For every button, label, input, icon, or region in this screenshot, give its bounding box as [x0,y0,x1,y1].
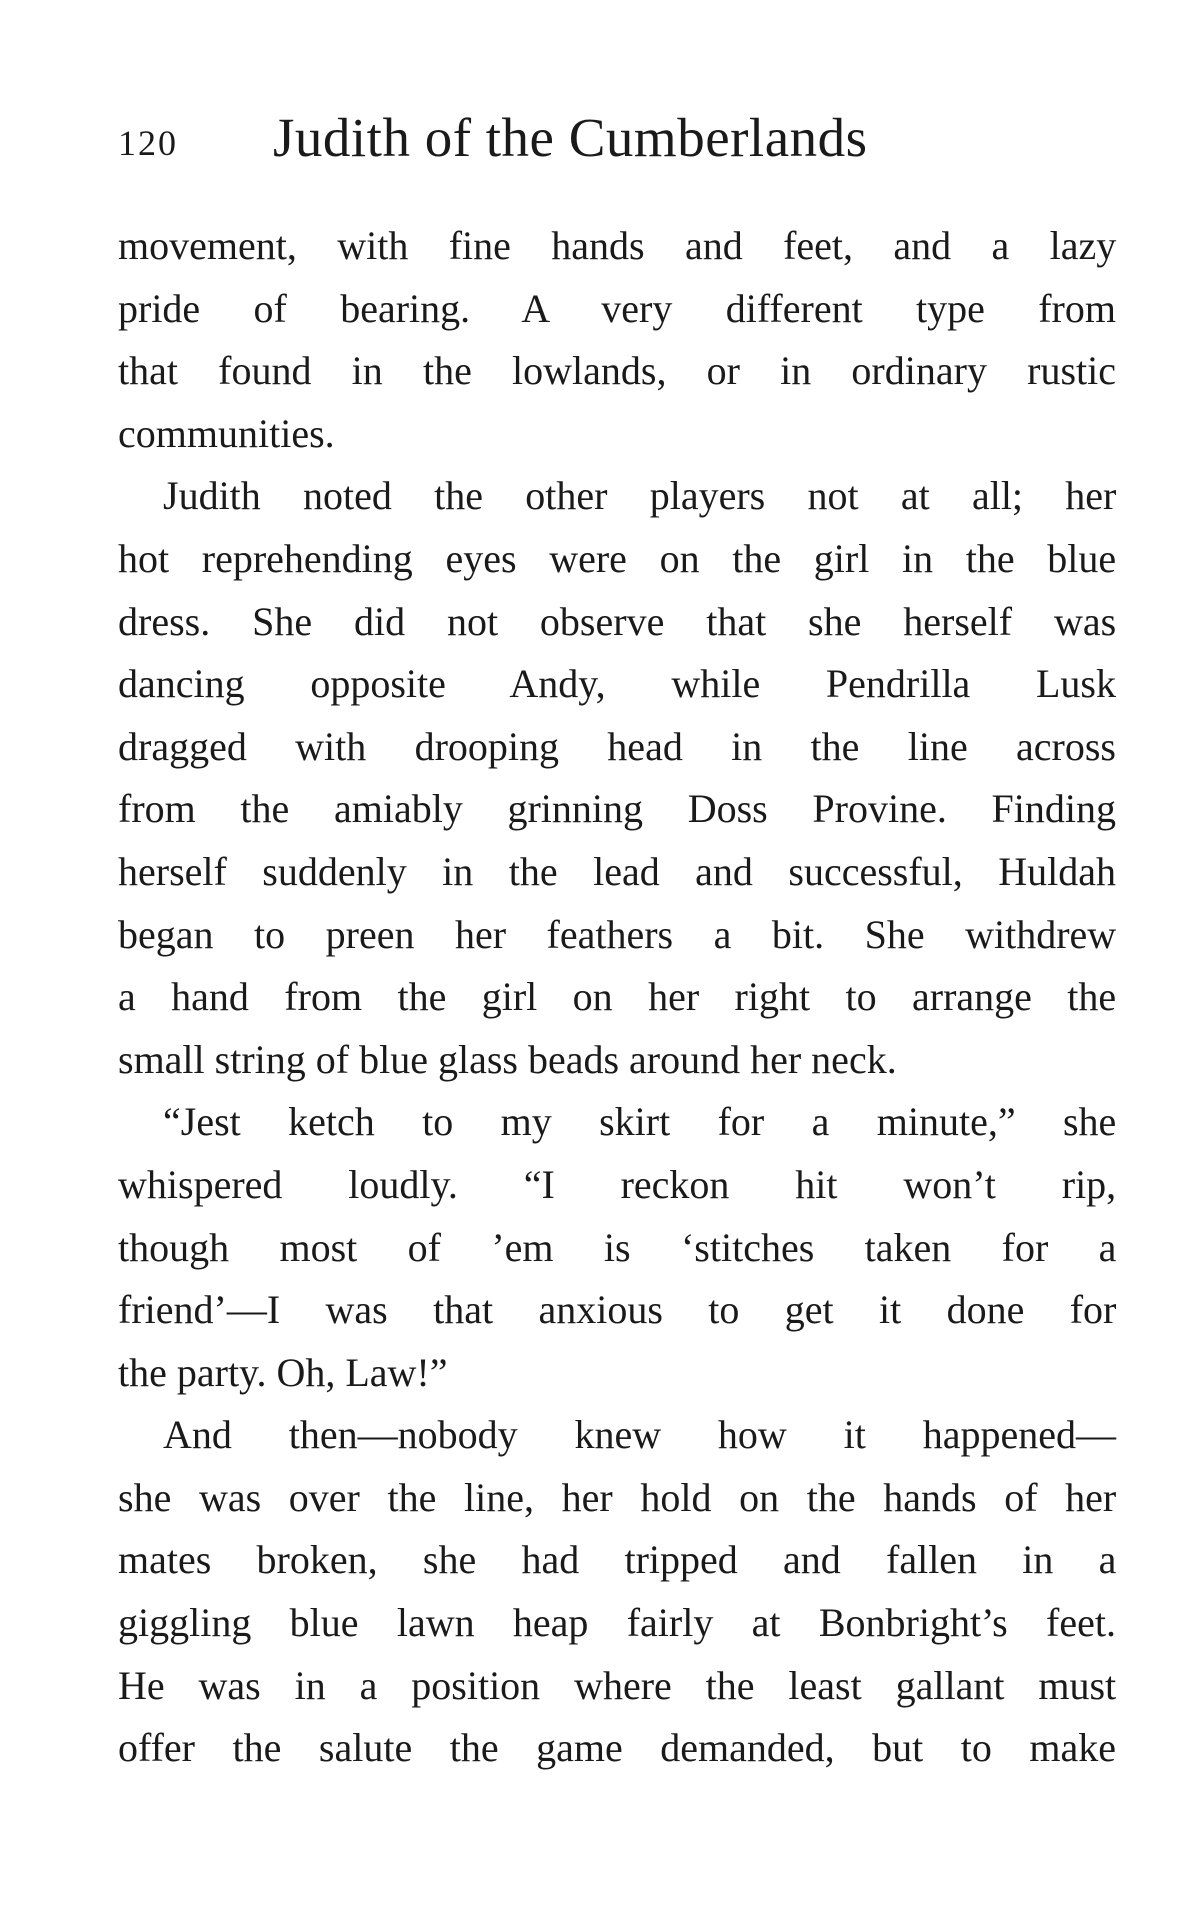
paragraph-4 [118,1404,1116,1780]
text-line: small string of blue glass beads around her neck. [118,1036,897,1082]
text-line: “Jest ketch to my skirt for a minute,” she [163,1099,1117,1145]
text-line: Judith noted the other players not at all; her [163,473,1117,519]
text-line: whispered loudly. “I reckon hit won’t rip, [118,1161,1117,1207]
text-line: communities. [118,410,335,456]
text-line: dancing opposite Andy, while Pendrilla Lusk [118,661,1116,707]
text-line: friend’—I was that anxious to get it done for [118,1287,1117,1333]
running-title: Judith of the Cumberlands [273,107,868,168]
text-line: the party. Oh, Law!” [118,1349,448,1395]
text-line: from the amiably grinning Doss Provine. Finding [118,786,1116,832]
text-line: offer the salute the game demanded, but to make [118,1725,1116,1771]
body-text [118,215,1116,1780]
page-header [118,100,1118,180]
text-line: she was over the line, her hold on the hands of her [118,1474,1117,1520]
text-line: though most of ’em is ‘stitches taken for a [118,1224,1117,1270]
text-line: dress. She did not observe that she herself was [118,598,1117,644]
text-line: He was in a position where the least gallant must [118,1662,1117,1708]
paragraph-2 [118,465,1116,1091]
paragraph-3 [118,1091,1116,1404]
text-line: movement, with fine hands and feet, and a lazy [118,223,1117,268]
page-number: 120 [118,123,178,163]
paragraph-1 [118,215,1116,465]
text-line: mates broken, she had tripped and fallen in a [118,1537,1117,1583]
text-line: hot reprehending eyes were on the girl in the blue [118,535,1117,581]
text-line: giggling blue lawn heap fairly at Bonbright’s feet. [118,1600,1116,1646]
text-line: herself suddenly in the lead and successful, Huldah [118,848,1116,894]
text-line: began to preen her feathers a bit. She withdrew [118,911,1117,957]
text-line: dragged with drooping head in the line across [118,723,1116,769]
text-line: pride of bearing. A very different type from [118,285,1116,331]
text-line: a hand from the girl on her right to arrange the [118,974,1117,1020]
text-line: that found in the lowlands, or in ordinary rustic [118,348,1116,394]
text-line: And then—nobody knew how it happened— [163,1412,1116,1458]
